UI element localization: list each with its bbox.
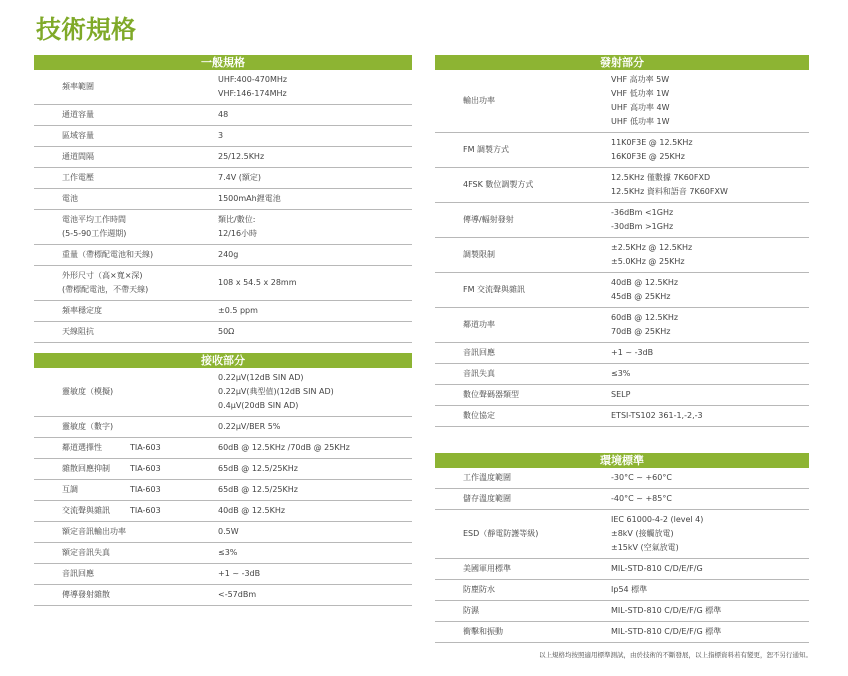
spec-value: Ip54 標準 <box>611 585 648 594</box>
spec-value: 240g <box>218 250 239 259</box>
spec-row <box>34 147 412 168</box>
spec-value: MIL-STD-810 C/D/E/F/G <box>611 564 703 573</box>
spec-value-cell <box>218 189 412 210</box>
spec-row <box>34 501 412 522</box>
spec-value-cell <box>218 564 412 585</box>
spec-label: 靈敏度（數字) <box>62 422 114 431</box>
spec-label-cell <box>435 133 611 168</box>
spec-row <box>34 585 412 606</box>
spec-standard-cell <box>130 543 218 564</box>
spec-value-cell <box>218 147 412 168</box>
spec-value-cell <box>611 406 809 427</box>
spec-value-cell <box>218 126 412 147</box>
spec-label: 互調 <box>62 485 78 494</box>
spec-label-cell <box>435 622 611 643</box>
spec-value: ±15kV (空氣放電) <box>611 543 679 552</box>
spec-label: 額定音訊輸出功率 <box>62 527 126 536</box>
spec-row <box>435 70 809 133</box>
spec-row <box>435 580 809 601</box>
spec-row <box>435 343 809 364</box>
spec-label: 防濕 <box>463 606 479 615</box>
spec-standard-cell <box>130 368 218 417</box>
spec-label-cell <box>435 406 611 427</box>
spec-value: 7.4V (額定) <box>218 173 261 182</box>
spec-value-cell <box>218 438 412 459</box>
spec-row <box>34 105 412 126</box>
spec-row <box>435 238 809 273</box>
spec-label: 數位協定 <box>463 411 495 420</box>
spec-label-cell <box>435 308 611 343</box>
spec-value: UHF:400-470MHz <box>218 75 288 84</box>
spec-standard-cell <box>130 564 218 585</box>
spec-value-cell <box>218 301 412 322</box>
spec-standard-cell <box>130 417 218 438</box>
spec-value-cell <box>611 168 809 203</box>
spec-label-cell <box>435 580 611 601</box>
spec-label: 工作電壓 <box>62 173 94 182</box>
spec-standard-cell <box>130 522 218 543</box>
spec-label-cell <box>34 301 218 322</box>
spec-value-cell <box>611 203 809 238</box>
spec-value-cell <box>611 238 809 273</box>
spec-row <box>435 308 809 343</box>
environment-specs-table <box>435 468 809 643</box>
spec-value: VHF:146-174MHz <box>218 89 287 98</box>
spec-label: 電池平均工作時間 <box>62 215 126 224</box>
spec-label: 儲存溫度範圍 <box>463 494 511 503</box>
spec-standard: TIA-603 <box>130 485 161 494</box>
spec-value-cell <box>611 273 809 308</box>
spec-value: 0.22μV(12dB SIN AD) <box>218 373 304 382</box>
spec-value: 0.22μV/BER 5% <box>218 422 281 431</box>
spec-label: 通道容量 <box>62 110 94 119</box>
spec-value: <-57dBm <box>218 590 257 599</box>
spec-value: 50Ω <box>218 327 235 336</box>
receive-specs-table <box>34 368 412 606</box>
spec-label-cell <box>34 266 218 301</box>
spec-row <box>435 406 809 427</box>
spec-label-cell <box>34 168 218 189</box>
spec-label: 工作溫度範圍 <box>463 473 511 482</box>
spec-value: ≤3% <box>218 548 238 557</box>
spec-standard: TIA-603 <box>130 464 161 473</box>
spec-label-cell <box>435 203 611 238</box>
spec-label-cell <box>34 210 218 245</box>
transmit-specs-heading: 發射部分 <box>435 55 809 70</box>
environment-specs-heading: 環境標準 <box>435 453 809 468</box>
spec-label-cell <box>34 522 130 543</box>
spec-value: 1500mAh鋰電池 <box>218 194 281 203</box>
spec-label-cell <box>34 459 130 480</box>
spec-value: 60dB @ 12.5KHz <box>611 313 679 322</box>
spec-value: -40°C ~ +85°C <box>611 494 672 503</box>
spec-value-cell <box>611 622 809 643</box>
spec-value: +1 ~ -3dB <box>611 348 654 357</box>
receive-specs-section <box>34 353 412 606</box>
spec-value-cell <box>218 368 412 417</box>
spec-label-cell <box>34 126 218 147</box>
spec-value: 3 <box>218 131 224 140</box>
spec-label-cell <box>435 385 611 406</box>
spec-label-cell <box>34 480 130 501</box>
spec-value: ±8kV (接觸放電) <box>611 529 674 538</box>
spec-label: FM 調製方式 <box>463 145 510 154</box>
spec-row <box>435 559 809 580</box>
spec-label: 外形尺寸（高×寬×深) <box>62 271 143 280</box>
spec-row <box>34 189 412 210</box>
spec-value: 48 <box>218 110 229 119</box>
spec-row <box>34 480 412 501</box>
spec-label: 數位聲碼器類型 <box>463 390 519 399</box>
spec-row <box>435 133 809 168</box>
spec-value-cell <box>218 322 412 343</box>
spec-value: 40dB @ 12.5KHz <box>218 506 286 515</box>
spec-standard-cell <box>130 480 218 501</box>
spec-value: 65dB @ 12.5/25KHz <box>218 485 298 494</box>
spec-value-cell <box>218 417 412 438</box>
spec-value: 25/12.5KHz <box>218 152 265 161</box>
spec-row <box>34 417 412 438</box>
spec-label-cell <box>34 564 130 585</box>
spec-label: 天線阻抗 <box>62 327 94 336</box>
spec-label: 衝擊和振動 <box>463 627 503 636</box>
spec-value: 11K0F3E @ 12.5KHz <box>611 138 693 147</box>
spec-row <box>34 168 412 189</box>
spec-value: IEC 61000-4-2 (level 4) <box>611 515 704 524</box>
spec-label-cell <box>435 489 611 510</box>
spec-label-cell <box>34 417 130 438</box>
spec-value: 45dB @ 25KHz <box>611 292 671 301</box>
spec-label-cell <box>34 543 130 564</box>
spec-standard <box>130 552 218 554</box>
spec-label: 音訊回應 <box>463 348 495 357</box>
spec-row <box>435 489 809 510</box>
spec-row <box>435 468 809 489</box>
spec-value-cell <box>218 105 412 126</box>
spec-value: SELP <box>611 390 631 399</box>
spec-row <box>435 364 809 385</box>
spec-value: 12.5KHz 僅數據 7K60FXD <box>611 173 711 182</box>
spec-label-cell <box>435 70 611 133</box>
spec-label: 傳導發射雜散 <box>62 590 110 599</box>
spec-standard <box>130 594 218 596</box>
spec-value: -30°C ~ +60°C <box>611 473 672 482</box>
spec-row <box>34 245 412 266</box>
spec-value: 12/16小時 <box>218 229 258 238</box>
spec-value: 16K0F3E @ 25KHz <box>611 152 685 161</box>
spec-label: 區域容量 <box>62 131 94 140</box>
spec-value: 40dB @ 12.5KHz <box>611 278 679 287</box>
spec-label-cell <box>34 189 218 210</box>
spec-value: 108 x 54.5 x 28mm <box>218 278 297 287</box>
spec-value-cell <box>611 133 809 168</box>
spec-label: 防塵防水 <box>463 585 495 594</box>
spec-label-cell <box>435 364 611 385</box>
spec-row <box>435 273 809 308</box>
spec-value: 12.5KHz 資料和語音 7K60FXW <box>611 187 728 196</box>
spec-value-cell <box>611 468 809 489</box>
general-specs-table <box>34 70 412 343</box>
spec-row <box>34 301 412 322</box>
spec-label: 4FSK 數位調製方式 <box>463 180 534 189</box>
spec-row <box>435 168 809 203</box>
spec-value-cell <box>218 501 412 522</box>
spec-label-cell <box>34 147 218 168</box>
transmit-specs-section <box>435 55 809 427</box>
spec-value: ±5.0KHz @ 25KHz <box>611 257 685 266</box>
spec-value: UHF 高功率 4W <box>611 103 670 112</box>
spec-row <box>34 564 412 585</box>
spec-row <box>435 203 809 238</box>
spec-value: -36dBm <1GHz <box>611 208 674 217</box>
spec-label: 傳導/輻射發射 <box>463 215 514 224</box>
spec-label: 頻率穩定度 <box>62 306 102 315</box>
spec-label-cell <box>435 343 611 364</box>
spec-row <box>435 622 809 643</box>
spec-value-cell <box>218 480 412 501</box>
spec-value: 65dB @ 12.5/25KHz <box>218 464 298 473</box>
spec-standard <box>130 391 218 393</box>
spec-label-cell <box>34 368 130 417</box>
spec-standard <box>130 573 218 575</box>
spec-value-cell <box>218 70 412 105</box>
spec-standard <box>130 531 218 533</box>
spec-value-cell <box>218 585 412 606</box>
spec-value: ±0.5 ppm <box>218 306 258 315</box>
spec-value: -30dBm >1GHz <box>611 222 674 231</box>
spec-row <box>435 510 809 559</box>
spec-standard-cell <box>130 438 218 459</box>
spec-label: 靈敏度（模擬) <box>62 387 114 396</box>
spec-label: 鄰道功率 <box>463 320 495 329</box>
spec-value: ETSI-TS102 361-1,-2,-3 <box>611 411 703 420</box>
spec-label: 通道間隔 <box>62 152 94 161</box>
spec-value: MIL-STD-810 C/D/E/F/G 標準 <box>611 627 722 636</box>
spec-label: 交流聲與雜訊 <box>62 506 110 515</box>
footnote: 以上規格均按照適用標準測試，由於技術的不斷發展，以上指標資料若有變更，恕不另行通知。 <box>539 651 812 659</box>
spec-label: ESD（靜電防護等級) <box>463 529 539 538</box>
spec-row <box>34 543 412 564</box>
spec-label-cell <box>34 245 218 266</box>
spec-label: 鄰道選擇性 <box>62 443 102 452</box>
spec-label: (帶標配電池，不帶天線) <box>62 285 149 294</box>
spec-label: 額定音訊失真 <box>62 548 110 557</box>
spec-value: UHF 低功率 1W <box>611 117 670 126</box>
spec-value: MIL-STD-810 C/D/E/F/G 標準 <box>611 606 722 615</box>
spec-value: 類比/數位: <box>218 215 256 224</box>
spec-value: 0.4μV(20dB SIN AD) <box>218 401 299 410</box>
spec-label-cell <box>34 105 218 126</box>
spec-label-cell <box>435 168 611 203</box>
spec-label-cell <box>34 322 218 343</box>
spec-value-cell <box>218 522 412 543</box>
spec-label: 美國軍用標準 <box>463 564 511 573</box>
spec-label-cell <box>34 70 218 105</box>
spec-value-cell <box>611 364 809 385</box>
spec-value: VHF 低功率 1W <box>611 89 670 98</box>
spec-label-cell <box>435 238 611 273</box>
spec-row <box>34 322 412 343</box>
spec-row <box>34 522 412 543</box>
receive-specs-heading: 接收部分 <box>34 353 412 368</box>
general-specs-section <box>34 55 412 343</box>
spec-value-cell <box>611 580 809 601</box>
spec-value: ≤3% <box>611 369 631 378</box>
transmit-specs-table <box>435 70 809 427</box>
spec-row <box>34 368 412 417</box>
spec-value-cell <box>611 70 809 133</box>
spec-standard-cell <box>130 585 218 606</box>
spec-row <box>435 601 809 622</box>
general-specs-heading: 一般規格 <box>34 55 412 70</box>
spec-value: 70dB @ 25KHz <box>611 327 671 336</box>
spec-value: 0.5W <box>218 527 239 536</box>
spec-value-cell <box>611 489 809 510</box>
spec-label-cell <box>34 501 130 522</box>
spec-value: ±2.5KHz @ 12.5KHz <box>611 243 693 252</box>
spec-standard: TIA-603 <box>130 443 161 452</box>
spec-value-cell <box>611 559 809 580</box>
spec-value-cell <box>218 266 412 301</box>
spec-standard-cell <box>130 459 218 480</box>
spec-label: (5-5-90工作週期) <box>62 229 127 238</box>
spec-label: 電池 <box>62 194 78 203</box>
spec-standard <box>130 426 218 428</box>
spec-value-cell <box>218 459 412 480</box>
spec-row <box>34 70 412 105</box>
spec-label: 音訊失真 <box>463 369 495 378</box>
spec-value-cell <box>218 210 412 245</box>
spec-row <box>435 385 809 406</box>
spec-value-cell <box>611 308 809 343</box>
spec-row <box>34 438 412 459</box>
spec-value-cell <box>218 245 412 266</box>
spec-label: 雜散回應抑制 <box>62 464 110 473</box>
spec-value: 60dB @ 12.5KHz /70dB @ 25KHz <box>218 443 350 452</box>
page-title: 技術規格 <box>36 15 137 44</box>
spec-row <box>34 126 412 147</box>
spec-label-cell <box>435 601 611 622</box>
spec-label: 重量（帶標配電池和天線) <box>62 250 154 259</box>
spec-label-cell <box>435 468 611 489</box>
spec-value-cell <box>611 343 809 364</box>
spec-label-cell <box>34 438 130 459</box>
spec-value-cell <box>611 601 809 622</box>
spec-label: FM 交流聲與雜訊 <box>463 285 526 294</box>
spec-label: 調製限制 <box>463 250 495 259</box>
spec-standard-cell <box>130 501 218 522</box>
spec-label: 輸出功率 <box>463 96 495 105</box>
spec-row <box>34 459 412 480</box>
spec-label: 頻率範圍 <box>62 82 94 91</box>
spec-value: VHF 高功率 5W <box>611 75 670 84</box>
spec-value-cell <box>611 510 809 559</box>
spec-label: 音訊回應 <box>62 569 94 578</box>
spec-value-cell <box>611 385 809 406</box>
spec-row <box>34 210 412 245</box>
spec-value: 0.22μV(典型值)(12dB SIN AD) <box>218 387 334 396</box>
environment-specs-section <box>435 453 809 643</box>
spec-value-cell <box>218 543 412 564</box>
spec-label-cell <box>435 559 611 580</box>
spec-value: +1 ~ -3dB <box>218 569 261 578</box>
spec-row <box>34 266 412 301</box>
spec-value-cell <box>218 168 412 189</box>
spec-label-cell <box>435 510 611 559</box>
spec-standard: TIA-603 <box>130 506 161 515</box>
spec-label-cell <box>34 585 130 606</box>
spec-label-cell <box>435 273 611 308</box>
